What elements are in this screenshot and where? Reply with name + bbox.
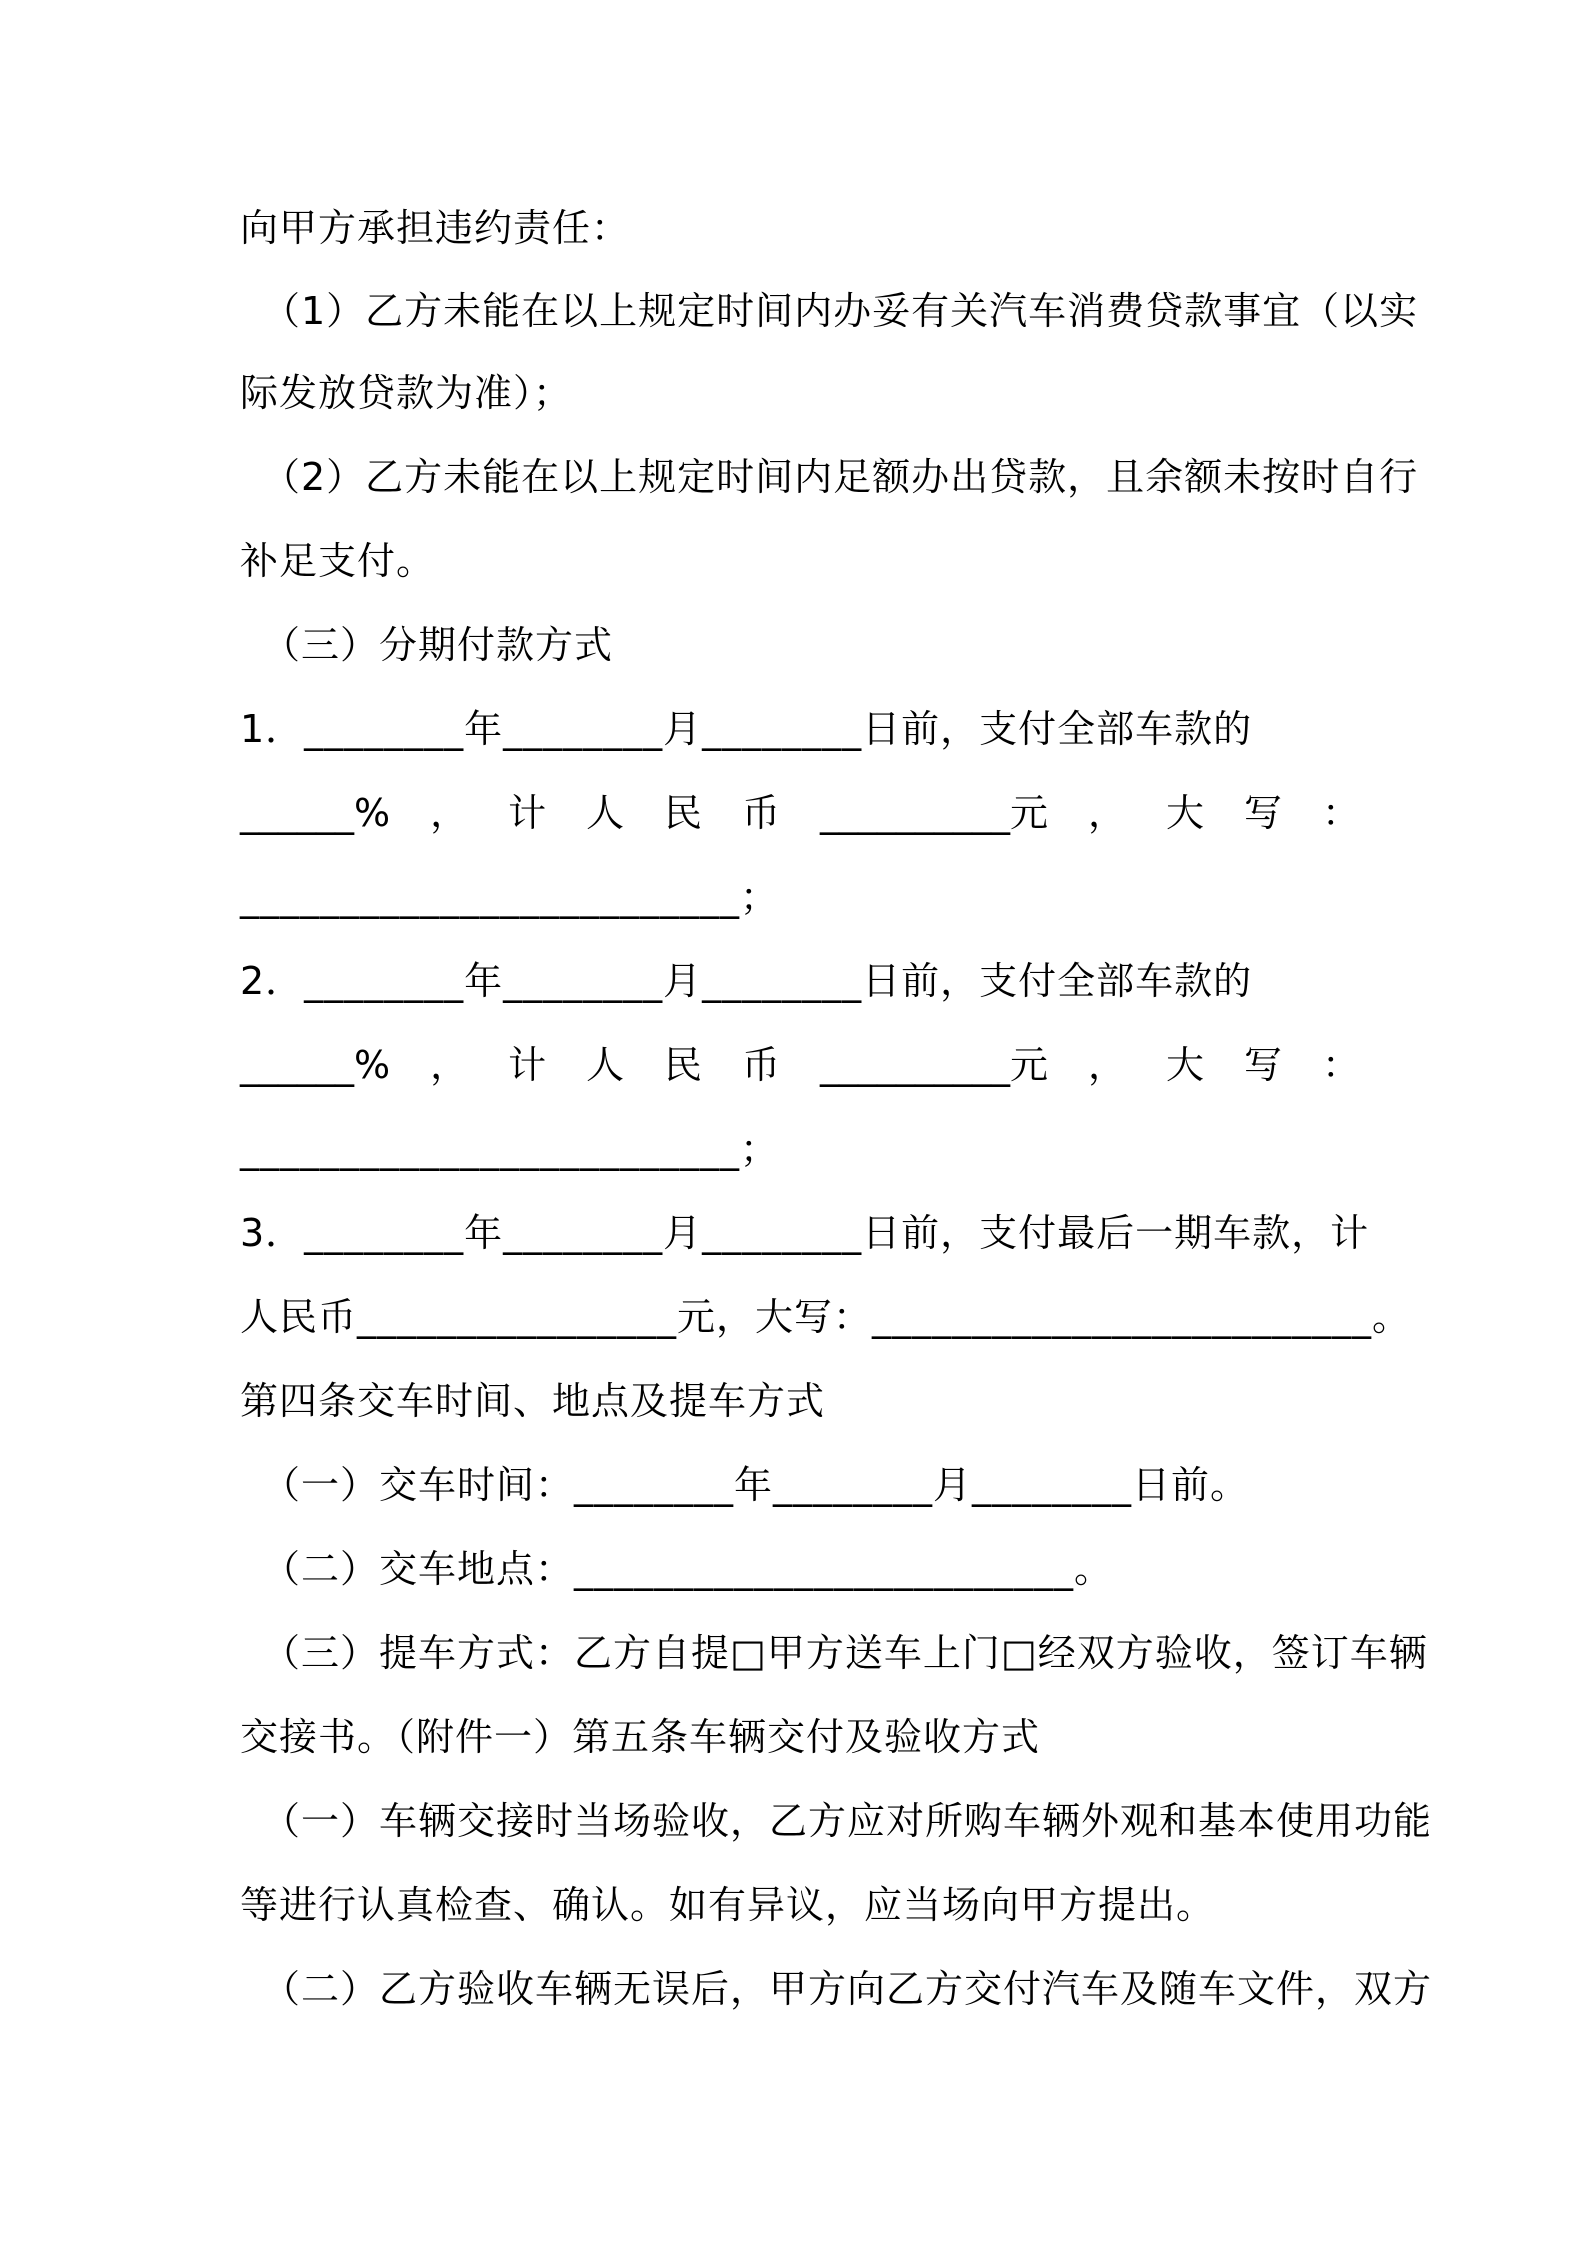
- text-line: （2）乙方未能在以上规定时间内足额办出贷款，且余额未按时自行: [262, 455, 1419, 499]
- text-fragment: 计: [508, 791, 547, 835]
- text-line-spread: [240, 788, 1360, 838]
- text-fragment: 民: [664, 791, 703, 835]
- text-fragment: 币: [742, 791, 781, 835]
- text-line: （二）交车地点：_________________________。: [262, 1547, 1114, 1591]
- text-fragment: 写: [1243, 1043, 1282, 1087]
- text-line: _________________________；: [240, 1127, 780, 1171]
- text-line: 际发放贷款为准）；: [240, 371, 573, 415]
- text-fragment: 民: [664, 1043, 703, 1087]
- text-fragment: 计: [508, 1043, 547, 1087]
- article-heading: 第四条交车时间、地点及提车方式: [240, 1379, 826, 1423]
- text-fragment: ：: [1321, 791, 1360, 835]
- text-line: 向甲方承担违约责任：: [240, 206, 631, 250]
- text-fragment: ，: [1087, 1043, 1126, 1087]
- text-fragment: 写: [1243, 791, 1282, 835]
- text-fragment: __________元: [820, 791, 1049, 835]
- text-line-spread: [240, 1040, 1360, 1090]
- text-line: （三）提车方式：乙方自提□甲方送车上门□经双方验收，签订车辆: [262, 1631, 1428, 1675]
- text-line: （一）交车时间：________年________月________日前。: [262, 1463, 1250, 1507]
- text-line: （二）乙方验收车辆无误后，甲方向乙方交付汽车及随车文件，双方: [262, 1967, 1433, 2011]
- text-line: （1）乙方未能在以上规定时间内办妥有关汽车消费贷款事宜（以实: [262, 289, 1419, 333]
- text-line: （一）车辆交接时当场验收，乙方应对所购车辆外观和基本使用功能: [262, 1799, 1433, 1843]
- text-fragment: ，: [430, 1043, 469, 1087]
- text-line: 3．________年________月________日前，支付最后一期车款，计: [240, 1211, 1370, 1255]
- text-line: 等进行认真检查、确认。如有异议，应当场向甲方提出。: [240, 1883, 1216, 1927]
- text-fragment: 大: [1165, 1043, 1204, 1087]
- section-heading: （三）分期付款方式: [262, 623, 614, 667]
- text-fragment: 币: [742, 1043, 781, 1087]
- text-fragment: ______%: [240, 1043, 391, 1087]
- text-line: _________________________；: [240, 875, 780, 919]
- text-line: 交接书。（附件一）第五条车辆交付及验收方式: [240, 1715, 1041, 1759]
- text-fragment: 大: [1165, 791, 1204, 835]
- text-fragment: 人: [586, 1043, 625, 1087]
- text-line: 补足支付。: [240, 539, 436, 583]
- text-fragment: ，: [1087, 791, 1126, 835]
- text-line: 1．________年________月________日前，支付全部车款的: [240, 707, 1253, 751]
- text-fragment: __________元: [820, 1043, 1049, 1087]
- text-fragment: 人: [586, 791, 625, 835]
- text-line: 人民币________________元，大写：_________________________。: [240, 1295, 1412, 1339]
- text-fragment: ，: [430, 791, 469, 835]
- text-line: 2．________年________月________日前，支付全部车款的: [240, 959, 1253, 1003]
- text-fragment: ______%: [240, 791, 391, 835]
- text-fragment: ：: [1321, 1043, 1360, 1087]
